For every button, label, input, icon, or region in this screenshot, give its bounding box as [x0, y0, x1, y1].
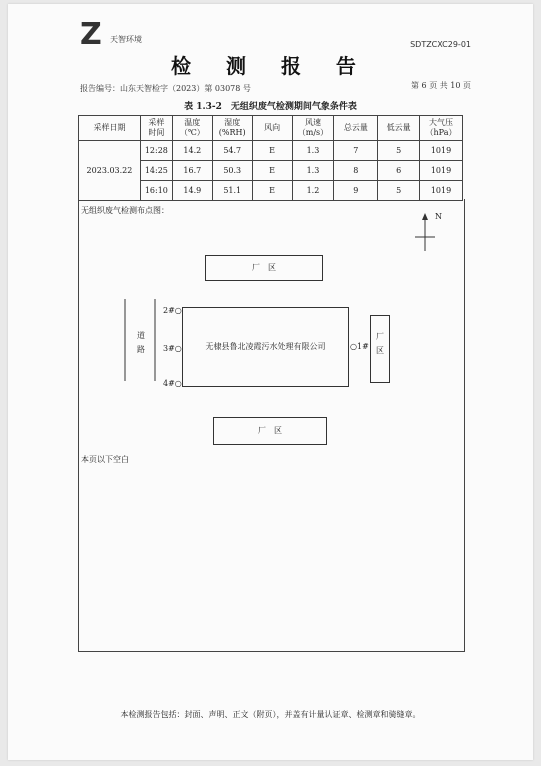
table-cell: 14.2 — [172, 141, 212, 161]
report-number: 报告编号：山东天智检字（2023）第 03078 号 — [80, 84, 251, 93]
table-cell: 9 — [334, 181, 378, 201]
circle-icon: ○ — [174, 306, 182, 315]
table-cell: 51.1 — [212, 181, 252, 201]
north-label: N — [435, 212, 442, 221]
table-cell: 14:25 — [140, 161, 172, 181]
table-cell: 5 — [378, 181, 420, 201]
table-cell: 7 — [334, 141, 378, 161]
company-name: 天智环境 — [110, 35, 142, 44]
table-cell: 6 — [378, 161, 420, 181]
table-cell: 1.2 — [292, 181, 334, 201]
header-cell: 风向 — [252, 116, 292, 141]
header-cell: 湿度 (%RH) — [212, 116, 252, 141]
circle-icon: ○ — [350, 342, 357, 351]
logo-letter: Z — [80, 17, 102, 52]
monitoring-layout-diagram — [78, 199, 465, 652]
factory-area-right: 厂 区 — [370, 315, 390, 383]
header-cell: 低云量 — [378, 116, 420, 141]
table-cell: E — [252, 181, 292, 201]
table-title: 表 1.3-2 无组织废气检测期间气象条件表 — [184, 102, 357, 112]
monitoring-point-4 — [163, 379, 182, 388]
table-cell: 8 — [334, 161, 378, 181]
point-label: 1# — [356, 342, 369, 351]
table-header-row — [79, 116, 463, 141]
table-row — [79, 141, 463, 161]
diagram-caption: 无组织废气检测布点图： — [81, 206, 169, 215]
road-label: 道 路 — [137, 331, 145, 354]
weather-table — [78, 115, 463, 201]
company-logo — [80, 17, 142, 52]
point-label: 3# — [163, 344, 175, 353]
table-cell: 14.9 — [172, 181, 212, 201]
table-cell: 1.3 — [292, 161, 334, 181]
table-cell: 16.7 — [172, 161, 212, 181]
point-label: 2# — [163, 306, 175, 315]
header-cell: 风速 （m/s） — [292, 116, 334, 141]
table-cell: 1019 — [420, 181, 463, 201]
table-cell: 1.3 — [292, 141, 334, 161]
table-cell: 50.3 — [212, 161, 252, 181]
page-number: 第 6 页 共 10 页 — [411, 81, 471, 90]
sampling-date: 2023.03.22 — [79, 141, 141, 201]
circle-icon: ○ — [174, 344, 182, 353]
header-cell: 采样日期 — [79, 116, 141, 141]
table-cell: E — [252, 161, 292, 181]
table-cell: 1019 — [420, 161, 463, 181]
factory-area-top: 厂 区 — [205, 255, 323, 281]
point-label: 4# — [163, 379, 175, 388]
monitoring-point-3 — [163, 344, 182, 353]
factory-area-bottom: 厂 区 — [213, 417, 327, 445]
header-cell: 大气压 （hPa） — [420, 116, 463, 141]
circle-icon: ○ — [174, 379, 182, 388]
monitoring-point-1 — [350, 342, 369, 351]
blank-page-note: 本页以下空白 — [81, 455, 129, 464]
report-footer-note: 本检测报告包括：封面、声明、正文（附页），并盖有计量认证章、检测章和骑缝章。 — [120, 710, 421, 719]
page-title: 检 测 报 告 — [171, 54, 370, 78]
table-cell: 54.7 — [212, 141, 252, 161]
header-cell: 温度 （℃） — [172, 116, 212, 141]
table-cell: 5 — [378, 141, 420, 161]
north-arrow-icon — [415, 213, 435, 253]
main-company-box: 无棣县鲁北凌霞污水处理有限公司 — [182, 307, 349, 387]
table-cell: 1019 — [420, 141, 463, 161]
header-cell: 采样 时间 — [140, 116, 172, 141]
table-cell: 12:28 — [140, 141, 172, 161]
table-cell: E — [252, 141, 292, 161]
header-cell: 总云量 — [334, 116, 378, 141]
document-code: SDTZCXC29-01 — [410, 40, 471, 49]
table-cell: 16:10 — [140, 181, 172, 201]
monitoring-point-2 — [163, 306, 182, 315]
